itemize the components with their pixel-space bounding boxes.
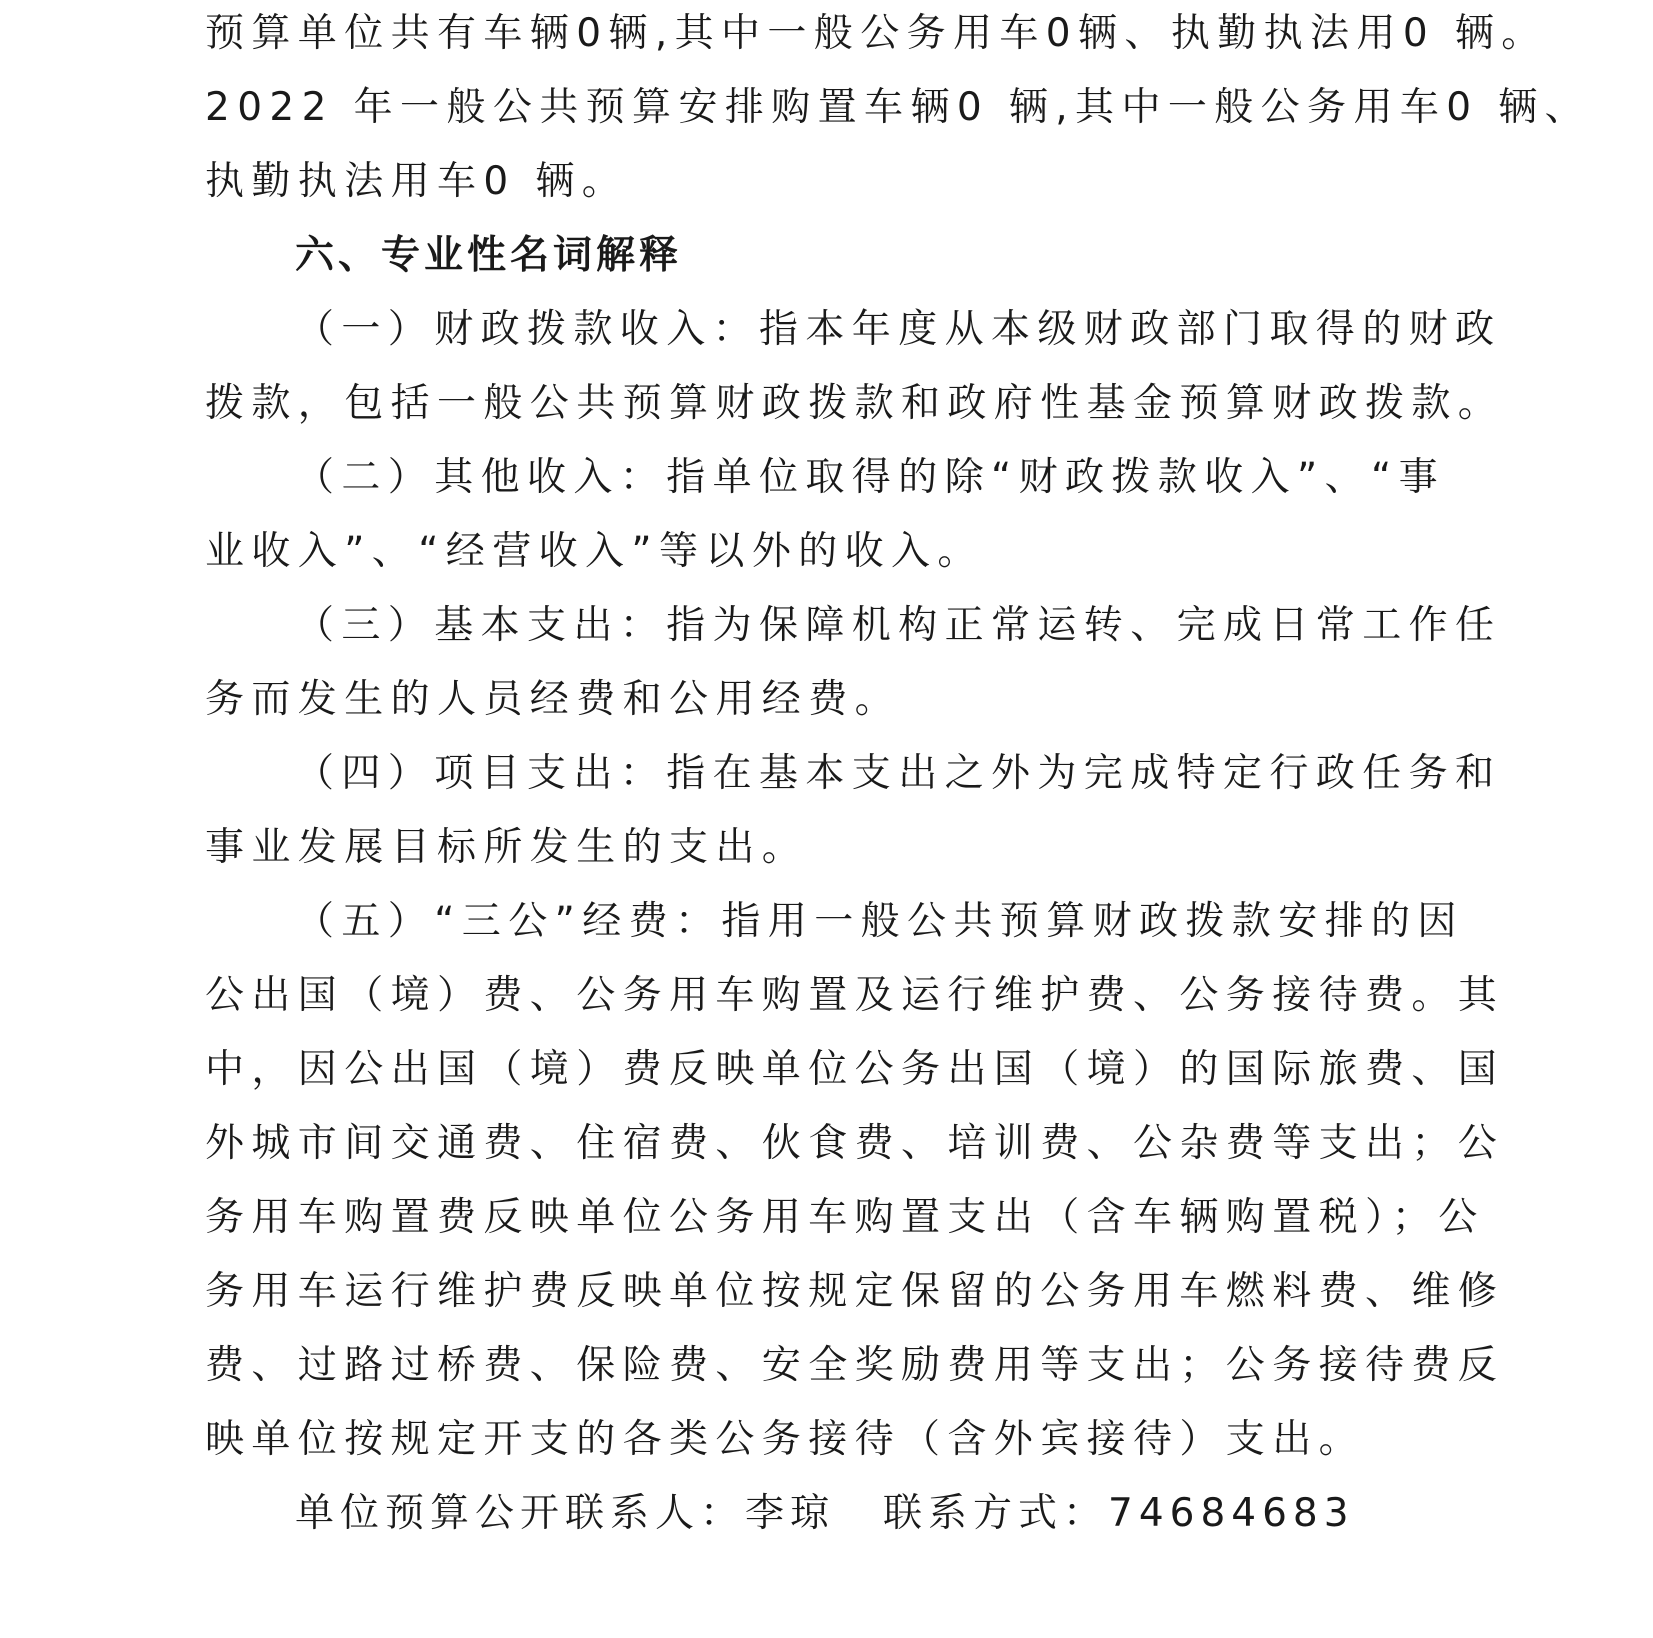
- term-5-line-4: 外城市间交通费、住宿费、伙食费、培训费、公杂费等支出；公: [205, 1121, 1505, 1166]
- contact-person-label: 单位预算公开联系人：: [295, 1491, 746, 1536]
- section-heading: 六、专业性名词解释: [295, 233, 683, 278]
- term-5-line-2: 公出国（境）费、公务用车购置及运行维护费、公务接待费。其: [205, 973, 1505, 1018]
- vehicle-line-2: 2022 年一般公共预算安排购置车辆0 辆,其中一般公务用车0 辆、: [205, 85, 1592, 130]
- term-3-line-1: （三）基本支出：指为保障机构正常运转、完成日常工作任: [295, 603, 1502, 648]
- contact-phone: 74684683: [1108, 1491, 1355, 1536]
- contact-line: [295, 1491, 1355, 1536]
- vehicle-line-3: 执勤执法用车0 辆。: [205, 159, 629, 204]
- term-3-line-2: 务而发生的人员经费和公用经费。: [205, 677, 902, 722]
- term-2-line-2: 业收入”、“经营收入”等以外的收入。: [205, 529, 984, 574]
- term-5-line-5: 务用车购置费反映单位公务用车购置支出（含车辆购置税）；公: [205, 1195, 1485, 1240]
- term-1-line-2: 拨款，包括一般公共预算财政拨款和政府性基金预算财政拨款。: [205, 381, 1505, 426]
- vehicle-line-1: 预算单位共有车辆0辆,其中一般公务用车0辆、执勤执法用0 辆。: [205, 11, 1548, 56]
- term-5-line-1: （五）“三公”经费：指用一般公共预算财政拨款安排的因: [295, 899, 1464, 944]
- term-5-line-6: 务用车运行维护费反映单位按规定保留的公务用车燃料费、维修: [205, 1269, 1505, 1314]
- contact-phone-label: 联系方式：: [883, 1491, 1109, 1536]
- term-1-line-1: （一）财政拨款收入：指本年度从本级财政部门取得的财政: [295, 307, 1502, 352]
- term-5-line-3: 中，因公出国（境）费反映单位公务出国（境）的国际旅费、国: [205, 1047, 1505, 1092]
- term-4-line-1: （四）项目支出：指在基本支出之外为完成特定行政任务和: [295, 751, 1502, 796]
- term-5-line-7: 费、过路过桥费、保险费、安全奖励费用等支出；公务接待费反: [205, 1343, 1505, 1388]
- term-2-line-1: （二）其他收入：指单位取得的除“财政拨款收入”、“事: [295, 455, 1446, 500]
- term-4-line-2: 事业发展目标所发生的支出。: [205, 825, 809, 870]
- term-5-line-8: 映单位按规定开支的各类公务接待（含外宾接待）支出。: [205, 1417, 1366, 1462]
- contact-person-name: 李琼: [745, 1491, 836, 1536]
